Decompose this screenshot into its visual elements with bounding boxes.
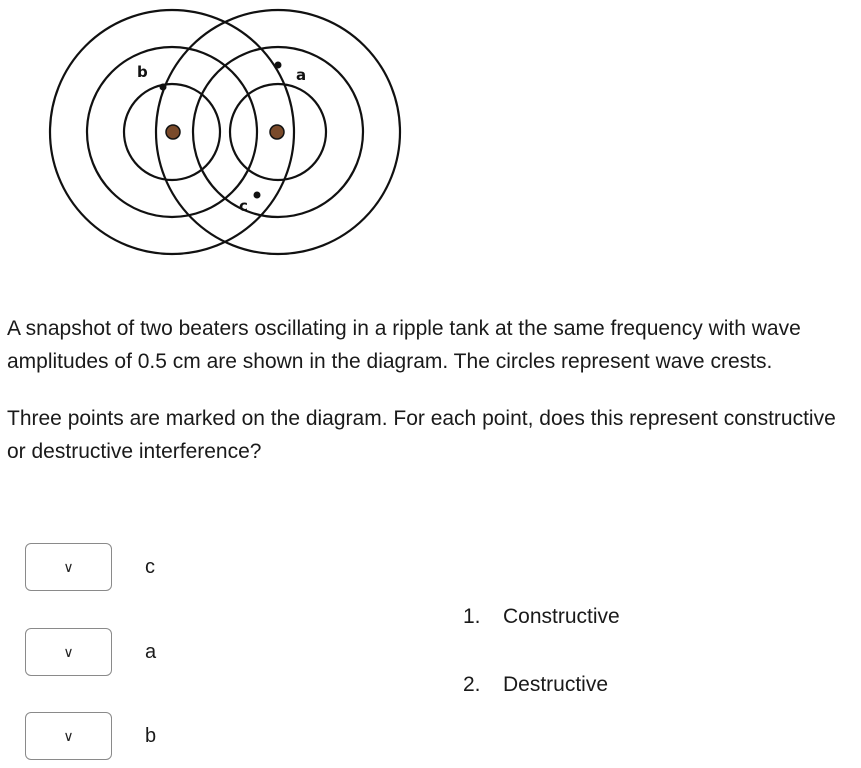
option-text: Destructive — [503, 673, 609, 696]
question-paragraph-2: Three points are marked on the diagram. For each point, does this represent constructive or destructive interference? — [7, 407, 836, 463]
dropdown-b[interactable] — [25, 712, 112, 760]
dropdown-label-a: a — [145, 640, 157, 663]
point-c-label: c — [239, 197, 248, 215]
dropdown-row-a — [25, 626, 156, 678]
chevron-down-icon: ∨ — [63, 560, 74, 576]
point-b-dot — [160, 84, 167, 91]
right-beater — [270, 125, 284, 139]
question-paragraph-1: A snapshot of two beaters oscillating in a ripple tank at the same frequency with wave amplitudes of 0.5 cm are shown in the diagram. The circles represent wave crests. — [7, 317, 801, 373]
dropdown-c[interactable] — [25, 543, 112, 591]
dropdown-row-b — [25, 710, 156, 762]
dropdown-label-c: c — [145, 555, 155, 578]
point-c-dot — [254, 192, 261, 199]
point-a-label: a — [296, 66, 307, 84]
point-b-label: b — [137, 63, 148, 81]
chevron-down-icon: ∨ — [63, 645, 74, 661]
dropdown-row-c — [25, 541, 155, 593]
option-text: Constructive — [503, 605, 620, 628]
dropdown-label-b: b — [145, 724, 157, 747]
left-beater — [166, 125, 180, 139]
option-number: 2. — [463, 673, 481, 696]
option-constructive — [463, 605, 620, 629]
option-number: 1. — [463, 605, 481, 628]
chevron-down-icon: ∨ — [63, 729, 74, 745]
ripple-tank-diagram — [45, 0, 425, 262]
option-destructive — [463, 673, 608, 697]
point-a-dot — [275, 62, 282, 69]
question-text — [7, 312, 859, 468]
dropdown-a[interactable] — [25, 628, 112, 676]
